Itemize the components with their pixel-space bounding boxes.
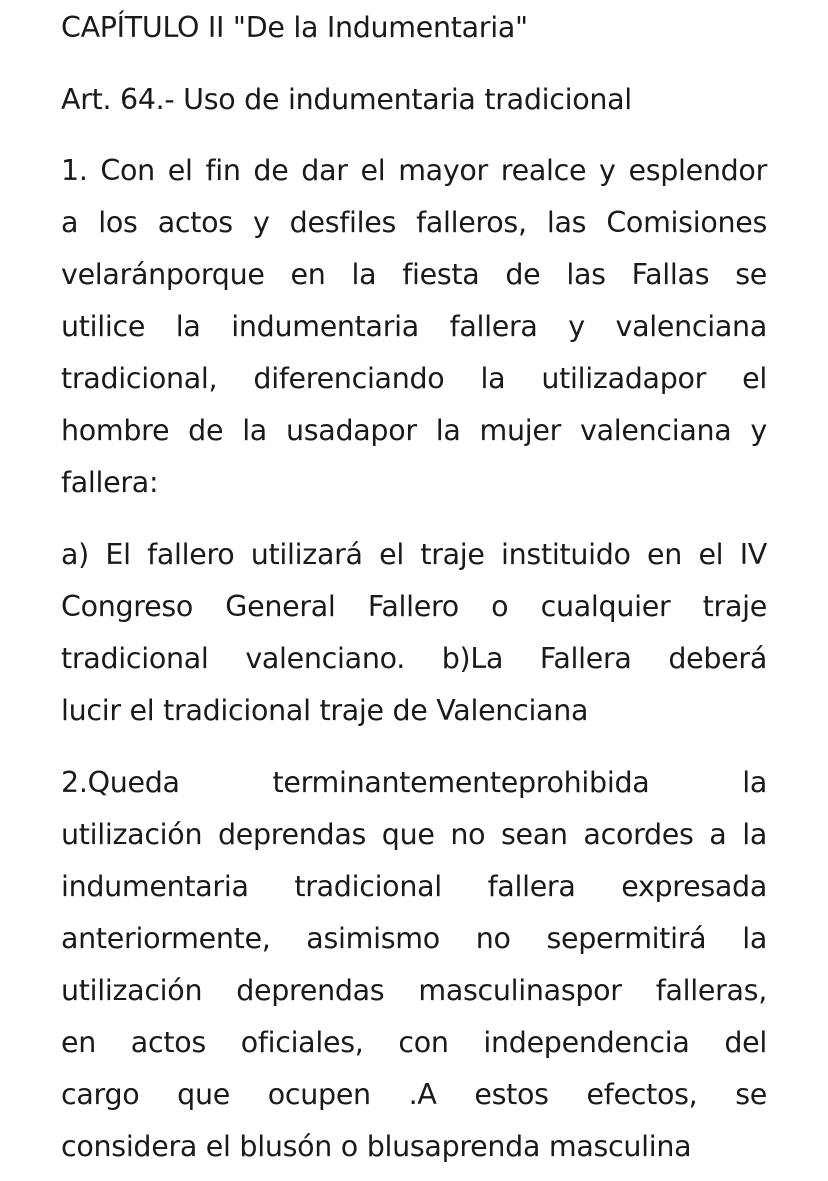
paragraph-line: Congreso General Fallero o cualquier traje bbox=[61, 590, 767, 623]
paragraph-line: lucir el tradicional traje de Valenciana bbox=[61, 694, 589, 727]
paragraph-line: velaránporque en la fiesta de las Fallas se bbox=[61, 258, 767, 291]
paragraph-line: hombre de la usadapor la mujer valenciana y bbox=[61, 414, 767, 447]
paragraph-line: fallera: bbox=[61, 466, 159, 499]
paragraph-line: utilización deprendas que no sean acordes a la bbox=[61, 818, 767, 851]
paragraph-line: a los actos y desfiles falleros, las Comisiones bbox=[61, 206, 767, 239]
paragraph-line: a) El fallero utilizará el traje instituido en el IV bbox=[61, 538, 767, 571]
paragraph-line: tradicional, diferenciando la utilizadapor el bbox=[61, 362, 767, 395]
paragraph-line: considera el blusón o blusaprenda masculina bbox=[61, 1130, 692, 1163]
paragraph-line: utilización deprendas masculinaspor falleras, bbox=[61, 974, 767, 1007]
paragraph-line: utilice la indumentaria fallera y valenciana bbox=[61, 310, 767, 343]
paragraph-line: cargo que ocupen .A estos efectos, se bbox=[61, 1078, 767, 1111]
paragraph-line: en actos oficiales, con independencia del bbox=[61, 1026, 767, 1059]
chapter-heading: CAPÍTULO II "De la Indumentaria" bbox=[61, 11, 528, 44]
paragraph-line: tradicional valenciano. b)La Fallera deberá bbox=[61, 642, 767, 675]
paragraph-line: 1. Con el fin de dar el mayor realce y esplendor bbox=[61, 154, 767, 187]
paragraph-line: indumentaria tradicional fallera expresada bbox=[61, 870, 767, 903]
paragraph-line: 2.Queda terminantementeprohibida la bbox=[61, 766, 767, 799]
article-heading: Art. 64.- Uso de indumentaria tradicional bbox=[61, 83, 632, 116]
paragraph-line: anteriormente, asimismo no sepermitirá la bbox=[61, 922, 767, 955]
